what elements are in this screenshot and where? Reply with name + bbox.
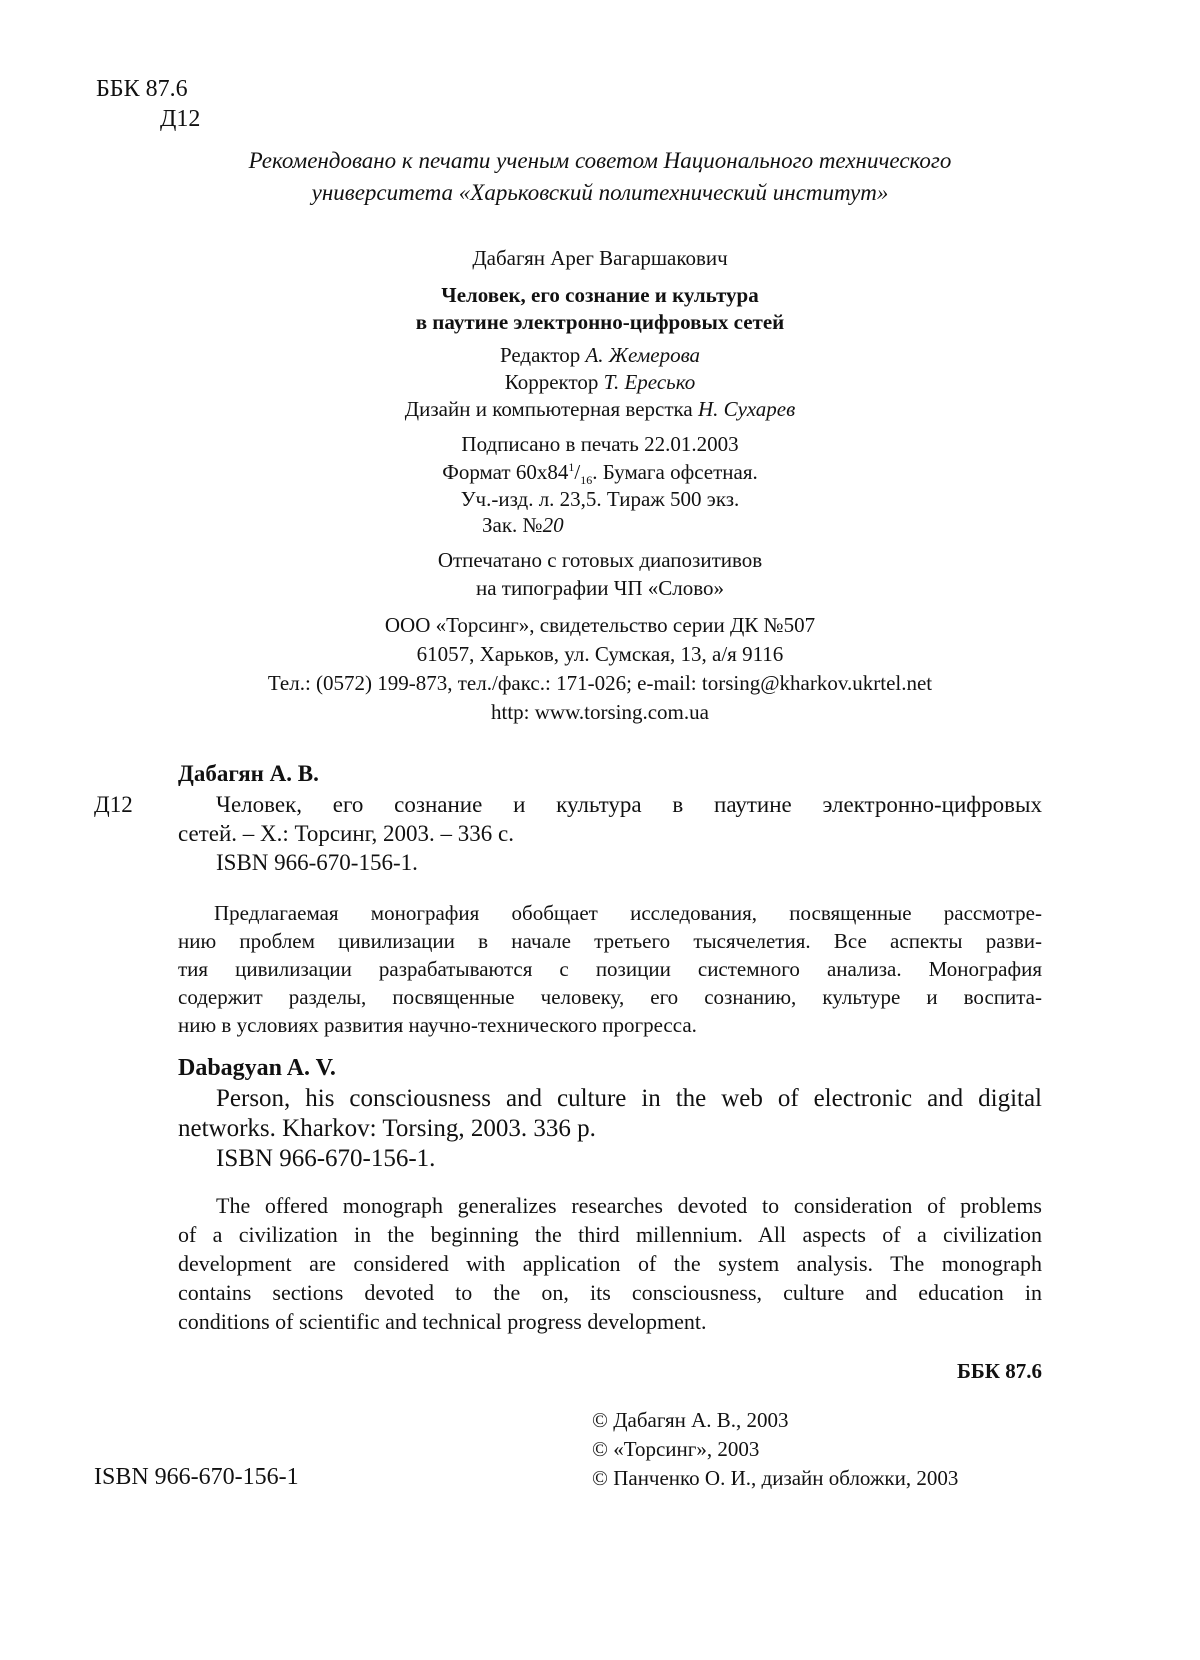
publisher-company: ООО «Торсинг», свидетельство серии ДК №507 (384, 613, 816, 637)
en-entry-isbn: ISBN 966-670-156-1. (216, 1145, 436, 1172)
en-abstract-line-5: conditions of scientific and technical progress development. (178, 1309, 707, 1334)
ru-abstract-line-4: содержит разделы, посвященные человеку, его сознанию, культуре и воспита- (178, 985, 1042, 1009)
format-superscript: 1 (568, 460, 575, 474)
ru-entry-title-line-1: Человек, его сознание и культура в паутине электронно-цифровых (216, 792, 1042, 817)
ru-abstract-line-2: нию проблем цивилизации в начале третьего тысячелетия. Все аспекты разви- (178, 929, 1042, 953)
en-abstract-line-2: of a civilization in the beginning the third millennium. All aspects of a civilization (178, 1222, 1042, 1247)
ru-entry-code: Д12 (94, 792, 133, 817)
print-run: Уч.-изд. л. 23,5. Тираж 500 экз. (460, 487, 740, 511)
proofreader-credit (0, 370, 1200, 395)
author-full-name: Дабагян Арег Вагаршакович (472, 246, 728, 270)
design-credit (0, 397, 1200, 422)
ru-abstract-line-1: Предлагаемая монография обобщает исследования, посвященные рассмотре- (214, 901, 1042, 925)
publisher-website: http: www.torsing.com.ua (491, 700, 709, 724)
udk-code-top: Д12 (160, 106, 201, 132)
en-abstract-line-1: The offered monograph generalizes researches devoted to consideration of problems (216, 1193, 1042, 1218)
printed-line-1: Отпечатано с готовых диапозитивов (437, 548, 763, 572)
format-text: Формат 60х84 (442, 460, 569, 484)
signed-to-print: Подписано в печать 22.01.2003 (461, 432, 739, 456)
ru-abstract-line-3: тия цивилизации разрабатываются с позиции системного анализа. Монография (178, 957, 1042, 981)
order-label: Зак. № (482, 513, 543, 537)
ru-entry-isbn: ISBN 966-670-156-1. (216, 850, 418, 875)
format-slash: / (574, 460, 581, 484)
order-number (482, 513, 564, 538)
en-entry-author: Dabagyan A. V. (178, 1055, 336, 1081)
copyright-cover-design: © Панченко О. И., дизайн обложки, 2003 (592, 1466, 959, 1490)
paper-type: . Бумага офсетная. (592, 460, 758, 484)
book-title-line-2: в паутине электронно-цифровых сетей (415, 310, 785, 334)
bbk-code-top: ББК 87.6 (96, 76, 188, 102)
en-entry-title-line-1: Person, his consciousness and culture in the web of electronic and digital (216, 1085, 1042, 1112)
isbn-bottom: ISBN 966-670-156-1 (94, 1464, 299, 1490)
copyright-publisher: © «Торсинг», 2003 (592, 1437, 760, 1461)
book-title-line-1: Человек, его сознание и культура (441, 283, 759, 307)
designer-name: Н. Сухарев (697, 397, 796, 421)
recommendation-line-2: университета «Харьковский политехнический институт» (311, 180, 889, 205)
ru-entry-title-line-2: сетей. – Х.: Торсинг, 2003. – 336 с. (178, 821, 514, 846)
bbk-code-bottom: ББК 87.6 (957, 1359, 1042, 1383)
en-abstract-line-3: development are considered with application of the system analysis. The monograph (178, 1251, 1042, 1276)
design-label: Дизайн и компьютерная верстка (404, 397, 693, 421)
recommendation-line-1: Рекомендовано к печати ученым советом Национального технического (248, 148, 952, 173)
proofreader-name: Т. Ересько (603, 370, 696, 394)
printed-line-2: на типографии ЧП «Слово» (475, 576, 725, 600)
ru-entry-author: Дабагян А. В. (178, 761, 319, 786)
editor-label: Редактор (499, 343, 581, 367)
editor-name: А. Жемерова (585, 343, 701, 367)
publisher-contacts: Тел.: (0572) 199-873, тел./факс.: 171-026; e-mail: torsing@kharkov.ukrtel.net (267, 671, 933, 695)
publisher-address: 61057, Харьков, ул. Сумская, 13, а/я 9116 (416, 642, 784, 666)
copyright-author: © Дабагян А. В., 2003 (592, 1408, 789, 1432)
paper-format (0, 460, 1200, 488)
en-entry-title-line-2: networks. Kharkov: Torsing, 2003. 336 p. (178, 1115, 596, 1142)
proofreader-label: Корректор (504, 370, 599, 394)
format-subscript: 16 (580, 473, 593, 488)
ru-abstract-line-5: нию в условиях развития научно-технического прогресса. (178, 1013, 697, 1037)
en-abstract-line-4: contains sections devoted to the on, its consciousness, culture and education in (178, 1280, 1042, 1305)
order-value: 20 (542, 513, 564, 537)
editor-credit (0, 343, 1200, 368)
